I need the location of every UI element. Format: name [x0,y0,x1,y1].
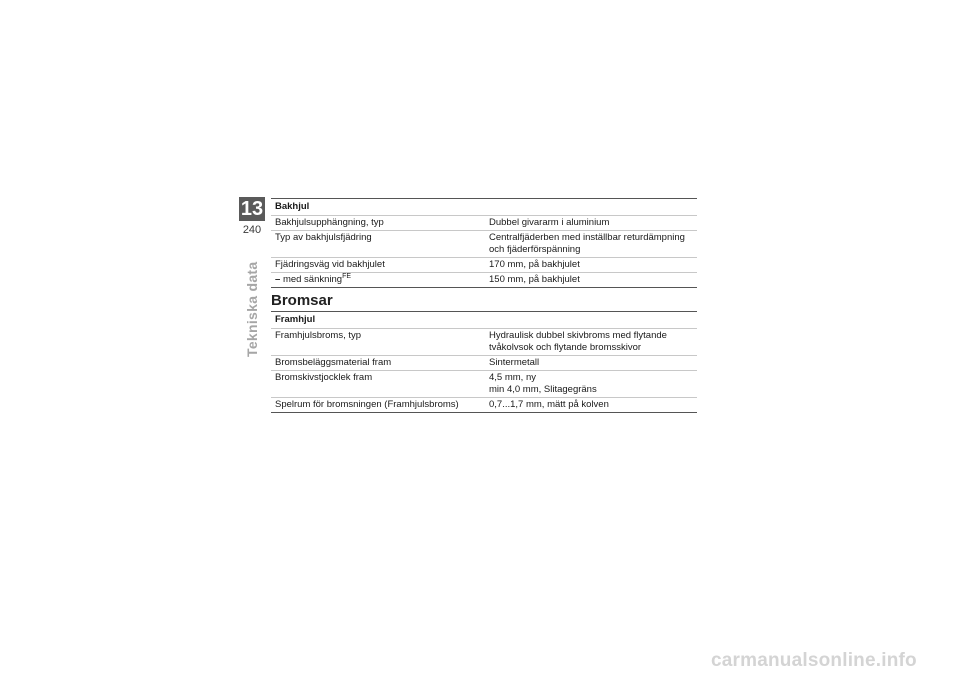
chapter-title: Tekniska data [244,261,260,357]
row-value [485,398,697,413]
row-label: Bromskivstjocklek fram [271,371,485,398]
row-label: Fjädringsväg vid bakhjulet [271,258,485,273]
value-line: 0,7...1,7 mm, mätt på kolven [489,399,609,410]
page-number: 240 [242,224,262,236]
rear-wheel-title: Bakhjul [271,199,697,216]
lowering-label: med sänkning [282,274,343,285]
row-label: Bromsbeläggsmaterial fram [271,356,485,371]
table-title-row [271,199,697,216]
table-row [271,273,697,288]
value-line: tvåkolvsok och flytande bromsskivor [489,342,642,353]
value-line: Sintermetall [489,357,540,368]
row-label: Framhjulsbroms, typ [271,329,485,356]
row-value [485,356,697,371]
value-line: 4,5 mm, ny [489,372,536,383]
table-row [271,398,697,413]
row-value: Centralfjäderben med inställbar returdämpning och fjäderförspänning [485,231,697,258]
row-label: Spelrum för bromsningen (Framhjulsbroms) [271,398,485,413]
table-row [271,231,697,258]
value-line: Hydraulisk dubbel skivbroms med flytande [489,330,667,341]
table-row [271,371,697,398]
table-row [271,329,697,356]
row-value [485,371,697,398]
row-label: Bakhjulsupphängning, typ [271,216,485,231]
chapter-number: 13 [240,198,264,220]
front-wheel-title: Framhjul [271,312,697,329]
table-title-row [271,312,697,329]
dash-bullet: – [275,274,281,285]
row-value: 170 mm, på bakhjulet [485,258,697,273]
rear-wheel-table [271,198,697,288]
row-label [271,273,485,288]
row-value: Dubbel givararm i aluminium [485,216,697,231]
row-label: Typ av bakhjulsfjädring [271,231,485,258]
table-row [271,258,697,273]
front-wheel-table [271,311,697,413]
section-heading: Bromsar [271,292,333,309]
row-value: 150 mm, på bakhjulet [485,273,697,288]
table-row [271,216,697,231]
value-line: min 4,0 mm, Slitagegräns [489,384,597,395]
row-value [485,329,697,356]
footnote-marker: FE [342,272,352,280]
watermark-text: carmanualsonline.info [711,650,917,671]
table-row [271,356,697,371]
